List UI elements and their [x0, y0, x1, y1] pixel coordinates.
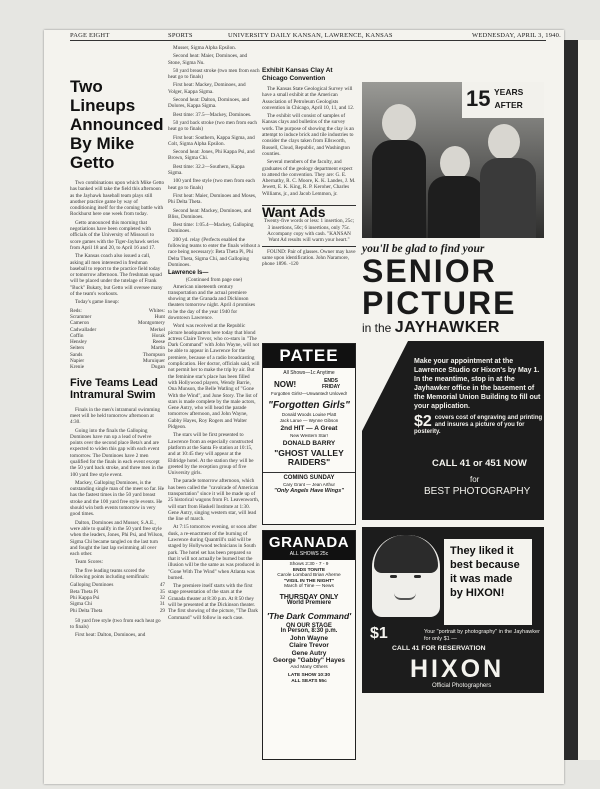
granada-person: In Person, 8:30 p.m.	[280, 628, 338, 635]
article-para: Getto announced this morning that negotiations have been completed with officials of the University of Missouri to score games with the Tiger-Jayhawk series from April 18 and 20, to April 16 and 17.	[70, 219, 159, 251]
patee-ad	[262, 343, 356, 525]
article-para: The premiere itself starts with the first stage presentation of the stars at the Granada theater at 8:30 p.m. At 8:50 they will be presented at the Dickinson theater. The first showing of the picture, "The Dark Command" will follow in each case.	[168, 583, 258, 621]
patee-ends: ENDS FRIDAY	[321, 378, 341, 390]
article-para: Mackey, Galloping Dominoes, is the outstanding single man of the meet so far. He has the fastest times in the 50 yard breast stroke and the 100 yard free style events. He should win both events tomorrow in very good times.	[70, 479, 165, 518]
section-label: SPORTS	[168, 32, 193, 39]
patee-now: NOW!	[273, 379, 297, 389]
subhead-lawrence: Lawrence Is—	[168, 270, 209, 277]
found-ad: FOUND: Pair of glasses. Owner may have same upon identification. John Naramore, phone 1896. -120	[262, 246, 356, 268]
senior-price: $2	[414, 413, 432, 430]
granada-times: Shows 2:30 - 7 - 9	[289, 562, 329, 567]
granada-cast: George "Gabby" Hayes	[273, 657, 345, 665]
granada-late-price: ALL SEATS 55c	[291, 678, 327, 684]
lineup-row: Seiters Martin	[70, 345, 165, 352]
article-para: Two combinations upon which Mike Getto has banked will take the field this afternoon as the Jayhawk baseball team plays still another practice game by way of conditioning itself for the coming battle with Rockhurst here one week from today.	[70, 180, 165, 218]
lineup-row: Hensley Reese	[70, 339, 165, 346]
article-para: Word was received at the Republic picture headquarters here today that blond actress Claire Trevor, who co-stars in "The Dark Command" with John Wayne, will not be able to appear in Lawrence for the premiere, because of a radio broadcasting complication. Her doctor, officials said, will not permit her to make the trip by air. But the feminine star's place has been filled with Hollywood players, Wendy Barrie, Ona Munson, the Belle Watling of "Gone With the Wind", and June Story. The list of stars is made complete by the male actors, Gene Autry, who will head the parade tomorrow afternoon, and John Wayne, Gabby Hayes, Roy Rogers and Walter Pidgeon.	[168, 323, 260, 431]
lineup-row: Cadwallader Merkel	[70, 326, 165, 333]
article-para: Several members of the faculty, and graduates of the geology department expect to attend the convention. They are: G. E. Abernathy, R. C. Moore, K. K. Landes, J. M. Jewett, E. K. King, R. P. Keroher, Charles Williams, jr., and Jacob Lemmon, jr.	[262, 159, 356, 197]
patee-logo: PATEE	[263, 344, 355, 368]
score-row: Phi Delta Theta 29	[70, 607, 165, 614]
hixon-price: $1	[370, 625, 388, 642]
article-para: First heat: Maier, Dominoes and Moses, Phi Delta Theta.	[168, 192, 257, 206]
column-clay	[262, 45, 356, 341]
senior-info-panel	[362, 341, 544, 520]
score-table	[70, 582, 165, 613]
hixon-official: Official Photographers	[432, 683, 492, 689]
patee-stars: Donald Woods Louise Platt	[281, 412, 337, 417]
lineup-row: Napier Muruiquer	[70, 358, 165, 365]
lineup-row: Coffin Horak	[70, 332, 165, 339]
issue-date: WEDNESDAY, APRIL 3, 1940.	[472, 32, 561, 39]
senior-glad: you'll be glad to find your	[362, 243, 485, 255]
score-row: Galloping Dominoes 47	[70, 582, 165, 589]
granada-premiere: World Premiere	[286, 599, 332, 606]
page-number: PAGE EIGHT	[70, 32, 110, 39]
article-para: The parade tomorrow afternoon, which has been called the "cavalcade of American transportation" since it will be made up of 25 historical wagons from Ft. Leavenworth, will start from Haskell Institute at 1:30. Gene Autry, singing western star, will lead the line of march.	[168, 478, 260, 523]
patee-coming-cast: Cary Grant — Jean Arthur	[282, 482, 336, 487]
lineup-row: Sands Thompson	[70, 351, 165, 358]
article-para: The exhibit will consist of samples of Kansas clays and bulletins of the survey work. The purpose of showing the clay is an attempt to induce brick and tile industries to consider the clays taken from Ellsworth, Russell, Cloud, Republic, and Washington counties.	[262, 113, 354, 157]
granada-others: And Many Others	[290, 664, 328, 670]
senior-picture-ad	[362, 243, 544, 520]
granada-extra: March of Time — News	[284, 584, 334, 590]
article-para: Second heat: Dalton, Dominoes, and Dolores, Kappa Sigma.	[168, 97, 250, 110]
patee-shows: All Shows—1c Anytime	[283, 370, 335, 376]
after-word: AFTER	[494, 100, 523, 110]
patee-western: New Western Star!	[290, 433, 328, 438]
patee-title2: "GHOST VALLEY RAIDERS"	[274, 448, 344, 467]
hixon-call: CALL 41 FOR RESERVATION	[392, 645, 486, 652]
granada-logo: GRANADA	[263, 531, 355, 551]
hixon-offer: Your "portrait by photography" in the Jayhawker for only $1 —	[424, 629, 540, 642]
patee-coming: COMING SUNDAY	[263, 472, 355, 481]
call-now: CALL 41 or 451 NOW	[432, 458, 527, 469]
article-para: Finals in the men's intramural swimming meet will be held tomorrow afternoon at 4:30.	[70, 406, 160, 426]
granada-late: LATE SHOW 10:30	[287, 673, 331, 679]
lineup-row: Scrammer Hunt	[70, 313, 165, 320]
patee-star: DONALD BARRY	[282, 440, 336, 447]
article-para: 50 yard breast stroke (two men from each heat go to finals)	[168, 67, 260, 81]
hixon-name: HIXON	[410, 655, 505, 683]
in-the: in the	[362, 321, 392, 335]
article-para: First heat: Mackey, Dominoes, and Volger, Kappa Sigma.	[168, 82, 246, 95]
photo-15-years	[362, 82, 544, 238]
patee-title: "Forgotten Girls"	[268, 400, 350, 411]
article-para: Best time: 1:05.4—Mackey, Galloping Dominoes.	[168, 222, 254, 235]
granada-thursday: THURSDAY ONLY	[279, 593, 339, 601]
article-para: Team Scores:	[75, 559, 104, 566]
article-para: At 7:15 tomorrow evening, or soon after dusk, a re-enactment of the burning of Lawrence during Quantrill's raid will be staged by Hollywood technicians in South park. The hotel set has been prepared so that it will not actually be burned but the illusion will be the same as was produced in "Gone With The Wind" when Atlanta was burned.	[168, 524, 260, 581]
article-para: First heat: Dalton, Dominoes, and	[75, 632, 146, 639]
senior-price-text: covers cost of engraving and printing and insures a picture of you for posterity.	[414, 415, 543, 435]
want-ads-rates: Twenty-five words or less: 1 insertion, 25c; 3 insertions, 50c; 6 insertions, only 75c. Accompany copy with cash. "KANSAN Want Ad results will warm your heart."	[263, 218, 355, 244]
granada-stage: ON OUR STAGE	[286, 622, 332, 629]
photo-caption	[462, 82, 544, 118]
headline-baseball: Two Lineups Announced By Mike Getto	[70, 77, 164, 172]
granada-ends-title: "VIGIL IN THE NIGHT"	[283, 578, 335, 584]
article-para: 100 yard free style (two men from each heat go to finals)	[168, 178, 255, 191]
paper-name: UNIVERSITY DAILY KANSAN, LAWRENCE, KANSAS	[228, 32, 393, 39]
continued-note: (Continued from page one)	[185, 277, 243, 284]
granada-price: ALL SHOWS 25c	[263, 551, 355, 560]
article-para: 50 yard free style (two from each heat go to finals)	[70, 617, 161, 631]
article-para: Dalton, Dominoes and Musser, S.A.E., were able to qualify in the 50 yard free style when the leaders, Jones, Phi Psi, and Wilson, Sigma Chi became tangled on the last turn and fought the last lap swimming all over each other.	[70, 519, 164, 558]
granada-title: 'The Dark Command'	[266, 610, 352, 621]
for-word: for	[470, 475, 480, 484]
want-ads-title: Want Ads	[262, 205, 356, 215]
hixon-ad	[362, 527, 544, 755]
article-para: The Kansas State Geological Survey will have a small exhibit at the American Association of Petroleum Geologists convention in Chicago, April 10, 11, and 12.	[262, 86, 355, 111]
granada-ends: ENDS TONITE	[292, 567, 326, 573]
article-para: Second heat: Maier, Dominoes, and Stone, Sigma Nu.	[168, 53, 248, 66]
article-para: Today's game lineup:	[75, 299, 120, 306]
hixon-tagline: They liked it best because it was made by HIXON!	[450, 545, 520, 599]
years-number: 15	[466, 86, 491, 111]
patee-stars: Jack Larue — Wynne Gibson	[279, 418, 339, 423]
article-para: Best time: 37.5—Mackey, Dominoes.	[173, 111, 252, 118]
article-para: First heat: Southern, Kappa Sigma, and Colt, Sigma Alpha Epsilon.	[168, 134, 255, 147]
patee-second-hit: 2nd HIT — A Great	[280, 425, 338, 432]
years-word: YEARS	[494, 87, 524, 97]
lineup-row: Reds: Whites:	[70, 307, 165, 314]
article-para: Second heat: Jones, Phi Kappa Psi, and Brown, Sigma Chi.	[168, 149, 255, 162]
column-results	[168, 45, 260, 780]
score-row: Phi Kappa Psi 32	[70, 594, 165, 601]
article-para: Best time: 32.2—Southern, Kappa Sigma.	[168, 163, 245, 177]
article-para: 50 yard back stroke (two men from each heat go to finals)	[168, 119, 257, 133]
picture-word: PICTURE	[362, 285, 517, 321]
granada-cast: Claire Trevor	[289, 642, 329, 650]
appointment-text: Make your appointment at the Lawrence Studio or Hixon's by May 1. In the meantime, stop in at the Jayhawker office in the basement of the Memorial Union Building to fill out your application.	[414, 358, 541, 410]
granada-cast: Gene Autry	[291, 649, 327, 657]
best-photography: BEST PHOTOGRAPHY	[424, 486, 531, 497]
article-para: Going into the finals the Galloping Dominoes have run up a lead of twelve points over the second place Beta's and are expected to widen this gap with each event tomorrow. The Dominoes have 2 men qualified for the finals in each event except the 50 yard back stroke, and three men in the 100 yard free style event.	[70, 427, 164, 478]
article-para: The stars will be first presented to Lawrence from an especially constructed platform at the Santa Fe station at 10:15, and at 10:45 they will appear at the Eldridge hotel. At the station they will be greeted by the reception group of five University girls.	[168, 432, 254, 477]
article-para: 200 yd. relay (Perfects enabled the following teams to enter the finals without a race being necessary): Beta Theta Pi, Phi Delta Theta, Sigma Chi, and Galloping Dominoes.	[168, 236, 260, 268]
patee-coming-title: "Only Angels Have Wings"	[274, 488, 344, 494]
granada-ends-cast: Carole Lombard Brian Aherne	[277, 573, 341, 579]
article-para: The Kansas coach also issued a call, asking all men interested in freshman baseball to report to the practice field today or tomorrow afternoon. The freshman squad will be placed under the tutelage of Frank "Buck" Bukaty, but Getto will oversee many of the team's workouts.	[70, 253, 163, 298]
article-para: Second heat: Mackey, Dominoes, and Bliss, Dominoes.	[168, 207, 252, 220]
page-edge	[564, 40, 600, 760]
article-para: The five leading teams scored the following points including semifinals:	[70, 567, 150, 581]
senior-word: SENIOR	[362, 253, 497, 289]
headline-clay: Exhibit Kansas Clay At Chicago Convention	[262, 67, 333, 82]
granada-cast: John Wayne	[289, 634, 329, 642]
lineup-table	[70, 308, 165, 371]
score-row: Beta Theta Pi 35	[70, 588, 165, 595]
jayhawker-word: JAYHAWKER	[394, 319, 500, 336]
patee-tagline: Forgotten Girls!—Unwanted! Unloved!	[270, 391, 348, 396]
article-para: Musser, Sigma Alpha Epsilon.	[173, 45, 237, 51]
lineup-row: Krenie Dugan	[70, 364, 165, 371]
article-para: American nineteenth century transportation and the actual premiere showing at the Granada and Dickinson theaters tomorrow night. April 4 promises to be the day of the year 1940 for downtown Lawrence.	[168, 283, 256, 321]
column-baseball	[70, 45, 165, 780]
score-row: Sigma Chi 31	[70, 601, 165, 608]
lineup-row: Cameron Montgomery	[70, 320, 165, 327]
headline-swim: Five Teams Lead Intramural Swim	[70, 376, 158, 401]
header-rule	[70, 40, 546, 41]
granada-ad	[262, 530, 356, 760]
